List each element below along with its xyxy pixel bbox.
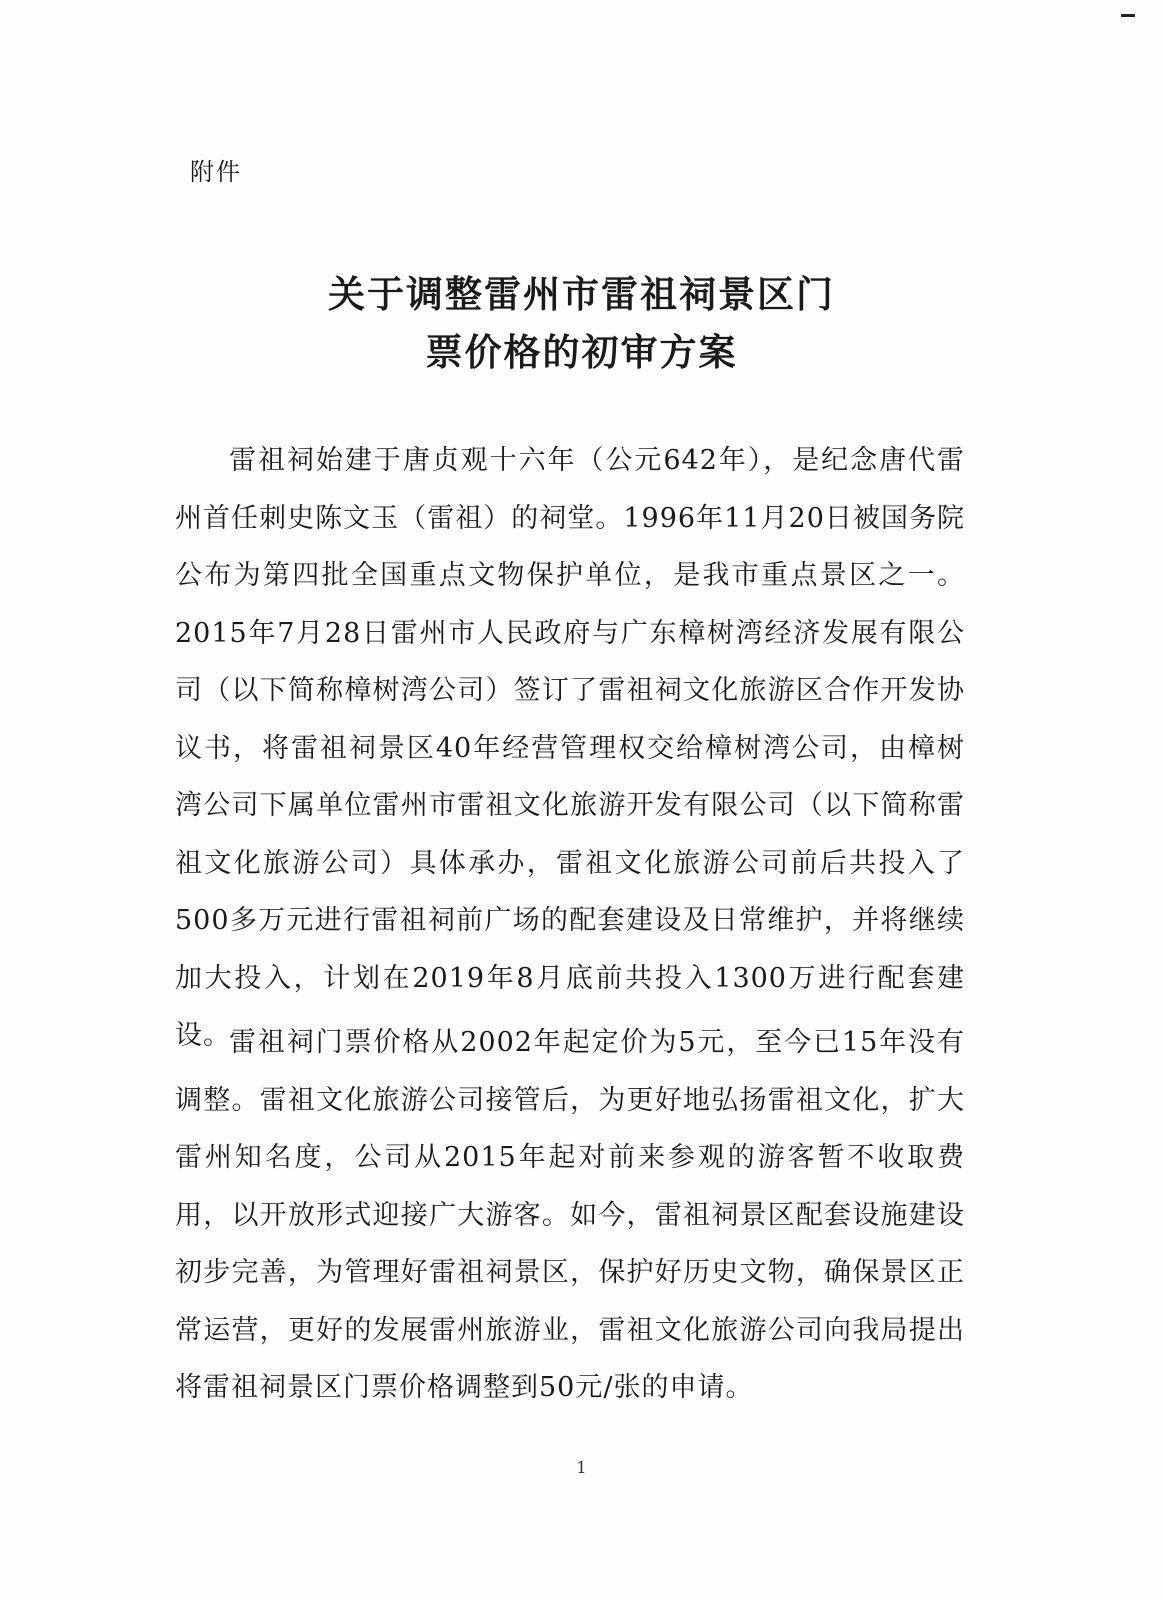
body-paragraph-2: 雷祖祠门票价格从2002年起定价为5元，至今已15年没有调整。雷祖文化旅游公司接管后，为更好地弘扬雷祖文化，扩大雷州知名度，公司从2015年起对前来参观的游客暂不收取费用，以开放形式迎接广大游客。如今，雷祖祠景区配套设施建设初步完善，为管理好雷祖祠景区，保护好历史文物，确保景区正常运营，更好的发展雷州旅游业，雷祖文化旅游公司向我局提出将雷祖祠景区门票价格调整到50元/张的申请。 — [175, 1027, 965, 1403]
scan-corner-mark — [1121, 14, 1135, 17]
document-title-line-2: 票价格的初审方案 — [425, 331, 738, 374]
page-number: 1 — [576, 1458, 587, 1477]
body-paragraph-1: 雷祖祠始建于唐贞观十六年（公元642年），是纪念唐代雷州首任刺史陈文玉（雷祖）的祠堂。1996年11月20日被国务院公布为第四批全国重点文物保护单位，是我市重点景区之一。2015年7月28日雷州市人民政府与广东樟树湾经济发展有限公司（以下简称樟树湾公司）签订了雷祖祠文化旅游区合作开发协议书，将雷祖祠景区40年经营管理权交给樟树湾公司，由樟树湾公司下属单位雷州市雷祖文化旅游开发有限公司（以下简称雷祖文化旅游公司）具体承办，雷祖文化旅游公司前后共投入了500多万元进行雷祖祠前广场的配套建设及日常维护，并将继续加大投入，计划在2019年8月底前共投入1300万进行配套建设。 — [175, 445, 965, 1051]
annex-label: 附件 — [190, 158, 242, 186]
document-title-line-1: 关于调整雷州市雷祖祠景区门 — [328, 273, 835, 316]
